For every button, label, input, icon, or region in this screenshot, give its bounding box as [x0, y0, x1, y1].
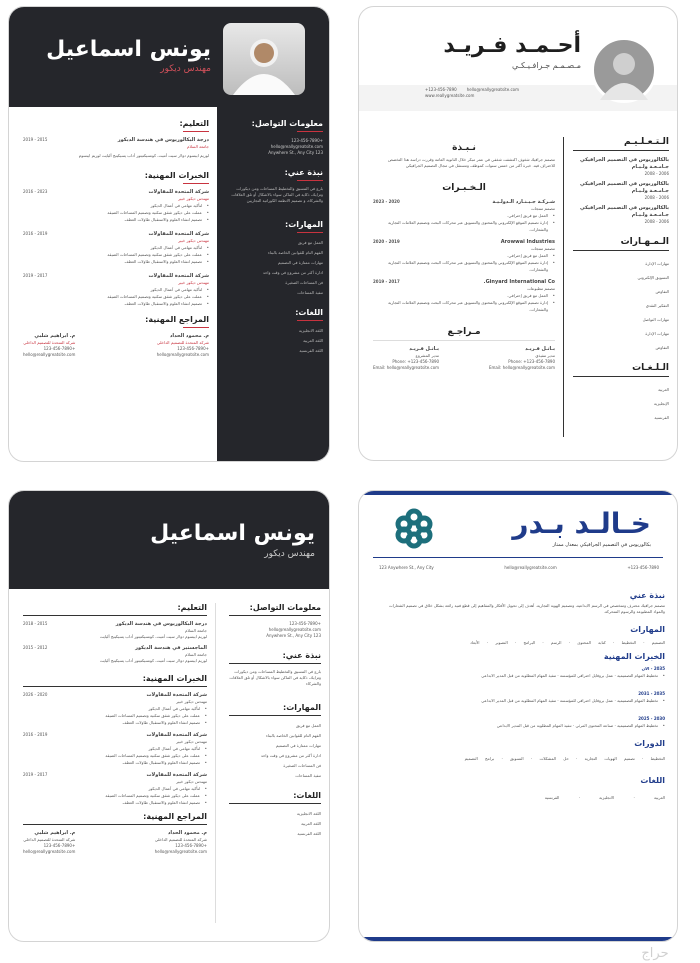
skills-title: المهارات: — [285, 220, 323, 229]
resume-card-2[interactable]: أحـمـد فـريـد مـصـمـم جـرافـيـكـي +123-456-7890 hello@reallygreatsite.com www.reallygreatsite.com الـتـعـلـيـم بالكالوريوس في التصميم الجرافيكي جـامـعـة ولـيـام 2006 - 2008 بالكالوريوس في التصميم الجرافيكي جـامـعـة ولـيـام 2006 - 2008 بالكالوريوس في التصميم الجرافيكي جـامـعـة ولـيـام 2006 - 2008 الـمـهـارات مهارات الإدارة التسويق الإلكتروني التفاوض التفكير النقدي مهارات التواصل مهارات الإدارة التفاوض الـلـغـات العربية الإنجليزية الفرنسية نـبـذة مصمم جرافيك شغوف اكتشفت شغفي في عمر مبكر خلال الثانوية العامة وقررت دراسة هذا التخصص للاحتراف فيه. خبرة أكثر من خمس سنوات كموظف ومستقل في مجال التصميم الجرافيكي الـخـبـرات شـركـة جـيـنـارد الـدولـيـة مصمم منتجات 2020 - 2023 • العمل مع فريق إحترافي. • إدارة تصميم الموقع الإلكتروني والمحتوى والتسويق عبر محركات البحث وتصميم العلامات التجارية والشعارات. Arowwai Industries مصمم منتجات 2019 - 2020 • العمل مع فريق إحترافي. • إدارة تصميم الموقع الإلكتروني والمحتوى والتسويق عبر محركات البحث وتصميم العلامات التجارية والشعارات. Ginyard International Co. مصمم مطبوعات 2017 - 2019 • العمل مع فريق إحترافي. • إدارة تصميم الموقع الإلكتروني والمحتوى والتسويق عبر محركات البحث وتصميم العلامات التجارية والشعارات. مـراجـع بـاتـل فـريـد مدير تنفيذي Phone: +123-456-7890 Email: hello@reallygreatsite.com بـاتـل فـريـد مدير المشروع Phone: +123-456-7890 Email: hello@reallygreatsite.com — [358, 6, 678, 461]
job-company: شـركـة جـيـنـارد الـدولـيـة — [492, 199, 555, 205]
top-accent — [359, 491, 678, 495]
edu-degree: الماجستير في هندسة الديكور — [135, 645, 207, 651]
job-entry: Arowwai Industries مصمم منتجات 2019 - 2020 • العمل مع فريق إحترافي. • إدارة تصميم الموقع الإلكتروني والمحتوى والتسويق عبر محركات البحث وتصميم العلامات التجارية والشعارات. — [373, 239, 555, 273]
resume-card-3[interactable]: يونس اسماعيل مهندس ديكور معلومات التواصل: +123-456-7890 hello@reallygreatsite.com 123 Anywhere St., Any City نبذة عني: بارع في التنسيق والتخطيط المساحات ومن ديكورات وتزايك، ذكاية في الماكن سواء بالاشكال أو تلق العلاقات والشركاء المهارات: العمل مع فريق الفهم التام للقوانين الخاصة بالبناء مهارات ممتازة في التصميم ادارة أكثر من مشروع في وقت واحد فن المساحات الصغيرة تنفيذ المساحات اللغات: اللغة الانجليزية اللغة العربية اللغة الفرنسية التعليم: درجة البكالوريوس في هندسة الديكور 2015 - 2018 جامعة السلام لوريم ايبسوم دولار سيت أميت، كونسيكتيتور أداب يسيكينج أليايت الماجستير في هندسة الديكور 2012 - 2015 جامعة السلام لوريم ايبسوم دولار سيت أميت، كونسيكتيتور أداب يسيكينج أليايت الخبرات المهنية: شركة المتحدة للمقاولات 2020 - 2026 مهندس ديكور خبير • لتأكيد مهامي في أعمال الديكور • عملت على ديكور شقق سكنية وتصميم المساحات الضيقة • تصميم انشاء العلوم والاستقبال طاولات العطف شركة المتحدة للمقاولات 2019 - 2016 مهندس ديكور خبير • لتأكيد مهامي في أعمال الديكور • عملت على ديكور شقق سكنية وتصميم المساحات الضيقة • تصميم انشاء العلوم والاستقبال طاولات العطف شركة المتحدة للمقاولات 2017 - 2019 مهندس ديكور خبير • لتأكيد مهامي في أعمال الديكور • عملت على ديكور شقق سكنية وتصميم المساحات الضيقة • تصميم انشاء العلوم والاستقبال طاولات العطف المراجع المهنية: م. محمود الحداد شركة المتحدة للتصميم الداخلي +123-456-7890 hello@reallygreatsite.com م. ابراهيم شلبي شركة المتحدة للتصميم الداخلي +123-456-7890 hello@reallygreatsite.com — [8, 490, 330, 942]
job-role: مهندس ديكور خبير — [178, 196, 209, 201]
education-title: التعليم: — [177, 603, 207, 612]
candidate-role: مهندس ديكور — [160, 64, 211, 74]
about-text: بارع في التنسيق والتخطيط المساحات ومن ديكورات وتزايك، ذكاية في الماكن سواء بالاشكال أو تلق العلاقات والشركاء، و تصميم الانظمة الكوراتية التجاريين — [231, 186, 323, 203]
job-entry: شركة المتحدة للمقاولات مهندس ديكور خبير 2023 - 2016 • لتأكيد مهامي في أعمال الديكور • عملت على ديكور شقق سكنية وتصميم المساحات الضيقة • تصميم انشاء العلوم والاستقبال طاولات العطف — [23, 189, 209, 223]
lang-item: العربية — [658, 387, 669, 392]
about-title: نبذة عني: — [282, 651, 321, 660]
exp-years: 2035 - الان — [641, 666, 665, 671]
skill-item: ادارة أكثر من مشروع في وقت واحد — [262, 270, 323, 275]
skill-item: التفكير النقدي — [645, 303, 669, 308]
email: hello@reallygreatsite.com — [466, 87, 520, 92]
experience-title: الخبرات المهنية: — [144, 171, 209, 180]
ref-org: شركة المتحدة للتصميم الداخلي — [156, 340, 209, 345]
ref-name: م. محمود الحداد — [167, 830, 207, 836]
ref-name: م. ابراهيم شلبي — [34, 830, 76, 836]
address: 123 Anywhere St., Any City — [268, 150, 323, 155]
logo-icon — [393, 507, 435, 549]
sidebar — [217, 107, 330, 462]
courses-title: الدورات — [634, 739, 665, 748]
email: hello@reallygreatsite.com — [504, 565, 557, 570]
bottom-accent — [359, 937, 678, 941]
website: www.reallygreatsite.com — [425, 93, 475, 98]
skill-item: التسويق الإلكتروني — [637, 275, 669, 280]
resume-card-1[interactable]: يونس اسماعيل مهندس ديكور معلومات التواصل: +123-456-7890 hello@reallygreatsite.com 123 Anywhere St., Any City نبذة عني: بارع في التنسيق والتخطيط المساحات ومن ديكورات وتزايك، ذكاية في الماكن سواء بالاشكال أو تلق العلاقات والشركاء، و تصميم الانظمة الكوراتية التجاريين المهارات: العمل مع فريق الفهم التام للقوانين الخاصة بالبناء مهارات ممتازة في التصميم ادارة أكثر من مشروع في وقت واحد فن المساحات الصغيرة تنفيذ المساحات اللغات: اللغة الانجليزية اللغة العربية اللغة الفرنسية التعليم: درجة البكالوريوس في هندسة الديكور جامعة السلام 2015 - 2019 لوريم ايبسوم دولار سيت أميت، كونسيكتيتور أداب يسيكينج أليايت لوريم ايبسوم الخبرات المهنية: شركة المتحدة للمقاولات مهندس ديكور خبير 2023 - 2016 • لتأكيد مهامي في أعمال الديكور • عملت على ديكور شقق سكنية وتصميم المساحات الضيقة • تصميم انشاء العلوم والاستقبال طاولات العطف شركة المتحدة للمقاولات مهندس ديكور خبير 2019 - 2016 • لتأكيد مهامي في أعمال الديكور • عملت على ديكور شقق سكنية وتصميم المساحات الضيقة • تصميم انشاء العلوم والاستقبال طاولات العطف شركة المتحدة للمقاولات مهندس ديكور خبير 2017 - 2019 • لتأكيد مهامي في أعمال الديكور • عملت على ديكور شقق سكنية وتصميم المساحات الضيقة • تصميم انشاء العلوم والاستقبال طاولات العطف المراجع المهنية: م. محمود الحداد شركة المتحدة للتصميم الداخلي +123-456-7890 hello@reallygreatsite.com م. ابراهيم شلبي شركة المتحدة للتصميم الداخلي +123-456-7890 hello@reallygreatsite.com — [8, 6, 330, 462]
job-entry: شركة المتحدة للمقاولات مهندس ديكور خبير 2017 - 2019 • لتأكيد مهامي في أعمال الديكور • عملت على ديكور شقق سكنية وتصميم المساحات الضيقة • تصميم انشاء العلوم والاستقبال طاولات العطف — [23, 273, 209, 307]
lang-item: اللغة الانجليزية — [298, 328, 323, 333]
email: hello@reallygreatsite.com — [270, 144, 323, 149]
column-divider — [563, 137, 564, 437]
about-text: مصمم جرافيك شغوف اكتشفت شغفي في عمر مبكر خلال الثانوية العامة وقررت دراسة هذا التخصص للاحتراف فيه. خبرة أكثر من خمس سنوات كموظف ومستقل في مجال التصميم الجرافيكي — [387, 157, 555, 168]
candidate-name: أحـمـد فـريـد — [443, 33, 581, 58]
candidate-name: يونس اسماعيل — [46, 37, 211, 62]
edu-years: 2012 - 2015 — [23, 645, 48, 650]
edu-degree: درجة البكالوريوس في هندسة الديكور — [115, 621, 207, 627]
ref-name: م. ابراهيم شلبي — [34, 333, 76, 339]
skill-item: فن المساحات الصغيرة — [285, 280, 323, 285]
email: hello@reallygreatsite.com — [268, 627, 321, 632]
contact-title: معلومات التواصل: — [251, 119, 323, 128]
langs-title: الـلـغـات — [632, 363, 669, 373]
langs-title: اللغات: — [295, 308, 323, 317]
about-title: نبذة عني: — [284, 168, 323, 177]
lang-item: اللغة العربية — [303, 338, 323, 343]
edu-degree: درجة البكالوريوس في هندسة الديكور — [117, 137, 209, 143]
skill-item: الفهم التام للقوانين الخاصة بالبناء — [267, 250, 323, 255]
job-years: 2023 - 2016 — [23, 189, 48, 194]
contact-title: معلومات التواصل: — [249, 603, 321, 612]
divider — [373, 557, 663, 558]
lang-item: الإنجليزية — [653, 401, 669, 406]
skills-title: الـمـهـارات — [620, 237, 669, 247]
education-title: الـتـعـلـيـم — [623, 137, 669, 147]
phone: +123-456-7890 — [425, 87, 457, 92]
job-entry: Ginyard International Co. مصمم مطبوعات 2017 - 2019 • العمل مع فريق إحترافي. • إدارة تصميم الموقع الإلكتروني والمحتوى والتسويق عبر محركات البحث وتصميم العلامات التجارية والشعارات. — [373, 279, 555, 313]
profile-photo — [223, 23, 305, 95]
edu-years: 2015 - 2019 — [23, 137, 48, 142]
candidate-role: مهندس ديكور — [264, 549, 315, 559]
phone: +123-456-7890 — [289, 621, 321, 626]
job-years: 2017 - 2019 — [373, 279, 400, 284]
candidate-role: بكالوريوس في التصميم الجرافيكي بمعدل ممتاز — [552, 542, 651, 548]
job-company: Arowwai Industries — [500, 239, 555, 245]
profile-photo — [591, 37, 657, 103]
job-years: 2017 - 2019 — [23, 273, 48, 278]
langs-title: اللغات: — [293, 791, 321, 800]
skill-item: مهارات ممتازة في التصميم — [277, 260, 323, 265]
job-years: 2020 - 2023 — [373, 199, 400, 204]
skills-title: المهارات: — [283, 703, 321, 712]
phone: +123-456-7890 — [291, 138, 323, 143]
job-entry: شركة المتحدة للمقاولات مهندس ديكور خبير 2019 - 2016 • لتأكيد مهامي في أعمال الديكور • عملت على ديكور شقق سكنية وتصميم المساحات الضيقة • تصميم انشاء العلوم والاستقبال طاولات العطف — [23, 231, 209, 265]
experience-title: الخبرات المهنية — [603, 652, 665, 661]
skill-item: العمل مع فريق — [298, 240, 323, 245]
job-company: شركة المتحدة للمقاولات — [148, 231, 209, 237]
skill-item: تنفيذ المساحات — [297, 290, 323, 295]
education-title: التعليم: — [179, 119, 209, 128]
ref-org: شركة المتحدة للتصميم الداخلي — [23, 340, 76, 345]
job-role: مصمم منتجات — [531, 246, 555, 251]
address: 123 Anywhere St., Any City — [266, 633, 321, 638]
job-company: شركة المتحدة للمقاولات — [148, 273, 209, 279]
references-title: المراجع المهنية: — [143, 812, 207, 821]
edu-years: 2006 - 2008 — [644, 171, 669, 176]
lang-item: اللغة الفرنسية — [299, 348, 323, 353]
languages-title: اللغات — [640, 776, 665, 785]
job-years: 2019 - 2020 — [373, 239, 400, 244]
edu-item: بالكالوريوس في التصميم الجرافيكي — [580, 157, 669, 163]
job-role: مصمم منتجات — [531, 206, 555, 211]
references-title: المراجع المهنية: — [145, 315, 209, 324]
ref-name: م. محمود الحداد — [169, 333, 209, 339]
skill-item: مهارات الإدارة — [645, 261, 669, 266]
candidate-role: مـصـمـم جـرافـيـكـي — [511, 61, 581, 70]
exp-years: 2030 - 2025 — [638, 716, 665, 721]
watermark-logo — [620, 943, 690, 961]
job-company: شركة المتحدة للمقاولات — [148, 189, 209, 195]
svg-text:حراج: حراج — [641, 946, 669, 961]
skills-title: المهارات — [630, 625, 665, 634]
job-role: مهندس ديكور خبير — [178, 280, 209, 285]
about-title: نـبـذة — [452, 143, 476, 153]
skill-item: مهارات الإدارة — [645, 331, 669, 336]
lang-item: الفرنسية — [654, 415, 669, 420]
candidate-name: يونس اسماعيل — [150, 521, 315, 546]
address: 123 Anywhere St., Any City — [379, 565, 434, 570]
job-role: مهندس ديكور خبير — [178, 238, 209, 243]
experience-title: الخبرات المهنية: — [142, 674, 207, 683]
ref-name: بـاتـل فـريـد — [409, 346, 440, 352]
edu-years: 2015 - 2018 — [23, 621, 48, 626]
exp-years: 2035 - 2031 — [638, 691, 665, 696]
skill-item: مهارات التواصل — [642, 317, 669, 322]
skill-item: التفاوض — [655, 289, 669, 294]
about-title: نبذة عني — [629, 591, 665, 600]
edu-school: جامعة السلام — [187, 144, 209, 149]
job-company: Ginyard International Co. — [483, 279, 555, 285]
edu-school: جـامـعـة ولـيـام — [631, 164, 669, 170]
job-role: مصمم مطبوعات — [527, 286, 555, 291]
resume-card-4[interactable]: خـالـد بـدر بكالوريوس في التصميم الجرافيكي بمعدل ممتاز 123 Anywhere St., Any City hello@reallygreatsite.com +123-456-7890 نبذة عني مصمم جرافيك محترف ومتخصص في الرسم الابداعية، وتصميم الهوية التجارية. أهدف إلى تحويل الأفكار والمفاهيم إلى قطع فنية رائعة بشكل خلاق في تصميم الشعارات والمواد المطبوعة والرسوم المتحركة. المهارات التصميم · التخطيط · كتابة المحتوى · الرسم · البرامج · التصوير · الأبعاد الخبرات المهنية 2035 - الان • تخطيط المهام التصميمية · عمل بروفايل احترافي للمؤسسة · تنفيذ المهام المطلوبة من قبل المدير الابداعي 2035 - 2031 • تخطيط المهام التصميمية · عمل بروفايل احترافي للمؤسسة · تنفيذ المهام المطلوبة من قبل المدير الابداعي 2030 - 2025 • تخطيط المهام التصميمية · صناعة المحتوى المرئي · تنفيذ المهام المطلوبة من قبل المدير الابداعي الدورات التخطيط · تصميم الهويات التجارية · حل المشكلات · التسويق · برامج التصميم اللغات العربية · الانجليزية · الفرنسية — [358, 490, 678, 942]
experience-title: الـخـبـرات — [442, 183, 486, 193]
job-entry: شـركـة جـيـنـارد الـدولـيـة مصمم منتجات 2020 - 2023 • العمل مع فريق إحترافي. • إدارة تصميم الموقع الإلكتروني والمحتوى والتسويق عبر محركات البحث وتصميم العلامات التجارية والشعارات. — [373, 199, 555, 233]
column-divider — [215, 603, 216, 923]
ref-name: بـاتـل فـريـد — [525, 346, 555, 352]
phone: +123-456-7890 — [627, 565, 659, 570]
job-years: 2019 - 2016 — [23, 231, 48, 236]
references-title: مـراجـع — [447, 327, 481, 337]
skill-item: التفاوض — [655, 345, 669, 350]
candidate-name: خـالـد بـدر — [512, 507, 651, 540]
